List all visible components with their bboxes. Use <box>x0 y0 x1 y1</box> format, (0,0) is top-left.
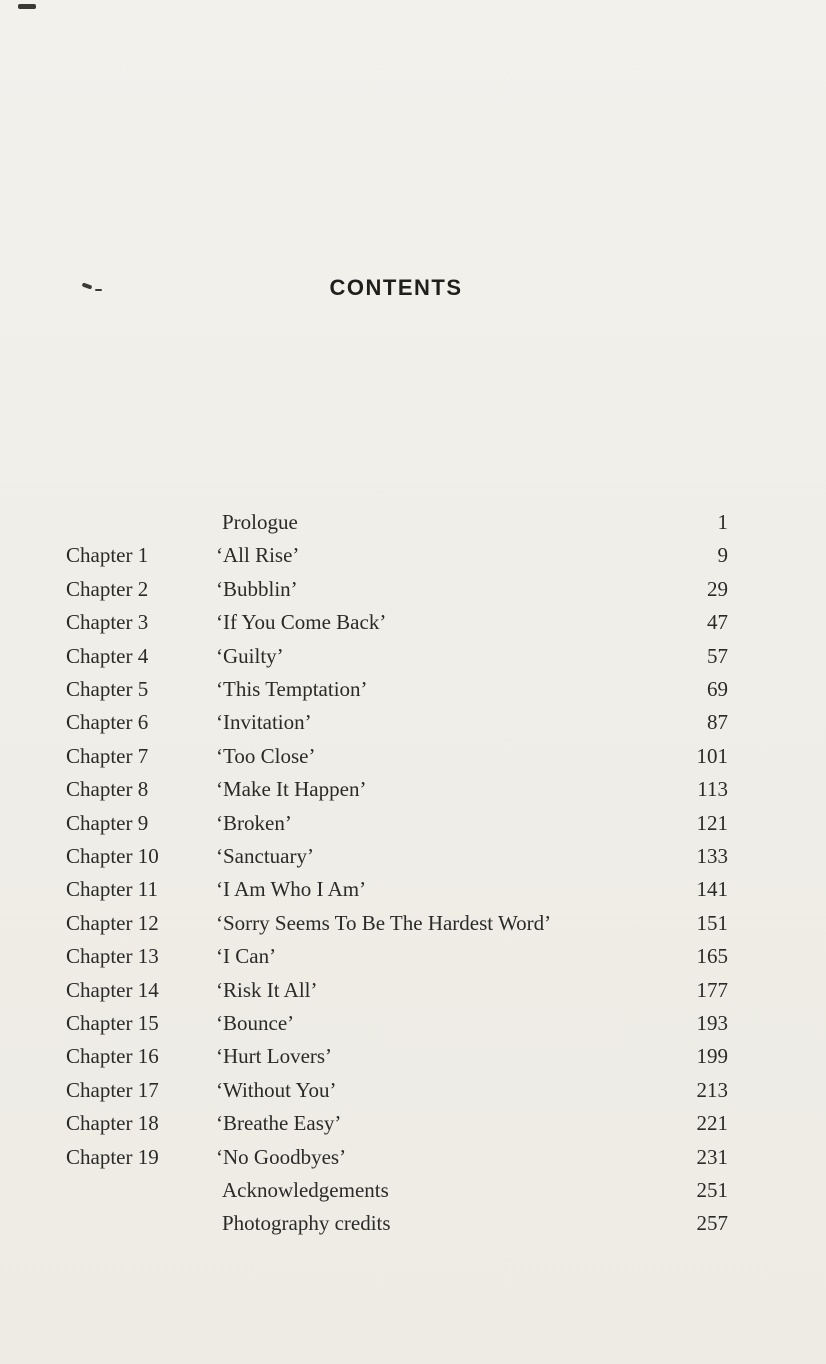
chapter-number: Chapter 3 <box>66 610 149 635</box>
page-number: 199 <box>696 1044 728 1069</box>
toc-entry <box>0 873 826 906</box>
chapter-title: ‘Guilty’ <box>216 643 284 668</box>
chapter-number: Chapter 8 <box>66 777 149 802</box>
chapter-title: ‘Sanctuary’ <box>216 844 314 868</box>
page-number: 251 <box>696 1178 728 1202</box>
toc-entry <box>0 840 826 873</box>
toc-entry <box>0 940 826 973</box>
chapter-title: Acknowledgements <box>222 1178 389 1202</box>
page-number: 87 <box>707 710 728 735</box>
chapter-title: ‘Make It Happen’ <box>216 777 367 802</box>
toc-entry <box>0 506 826 539</box>
page-number: 69 <box>707 677 728 701</box>
chapter-title: ‘Invitation’ <box>216 710 312 735</box>
chapter-number: Chapter 7 <box>66 743 149 768</box>
page-number: 1 <box>717 510 728 534</box>
page-number: 9 <box>717 543 728 568</box>
chapter-title: ‘Hurt Lovers’ <box>216 1044 333 1069</box>
chapter-title: ‘Broken’ <box>216 810 292 835</box>
chapter-number: Chapter 6 <box>66 710 149 735</box>
chapter-number: Chapter 5 <box>66 677 149 701</box>
page-number: 101 <box>696 743 728 768</box>
page-number: 57 <box>707 643 728 668</box>
chapter-title: ‘All Rise’ <box>216 543 300 568</box>
toc-entry <box>0 539 826 572</box>
toc-entry <box>0 1040 826 1073</box>
page-number: 151 <box>696 910 728 935</box>
chapter-title: ‘Bubblin’ <box>216 576 298 601</box>
toc-entry <box>0 1007 826 1040</box>
chapter-title: ‘Breathe Easy’ <box>216 1111 342 1136</box>
chapter-number: Chapter 13 <box>66 944 159 969</box>
page-number: 29 <box>707 576 728 601</box>
page-number: 257 <box>696 1211 728 1236</box>
chapter-number: Chapter 15 <box>66 1011 159 1035</box>
toc-entry <box>0 1074 826 1107</box>
chapter-number: Chapter 9 <box>66 810 149 835</box>
page-number: 193 <box>696 1011 728 1035</box>
page-number: 213 <box>696 1077 728 1102</box>
chapter-number: Chapter 1 <box>66 543 149 568</box>
chapter-number: Chapter 19 <box>66 1144 159 1169</box>
toc-entry <box>0 740 826 773</box>
ink-speck <box>18 4 36 9</box>
toc-entry <box>0 573 826 606</box>
chapter-title: ‘Sorry Seems To Be The Hardest Word’ <box>216 910 552 935</box>
chapter-number: Chapter 16 <box>66 1044 159 1069</box>
chapter-number: Chapter 10 <box>66 844 159 868</box>
chapter-number: Chapter 2 <box>66 576 149 601</box>
chapter-title: ‘Bounce’ <box>216 1011 295 1035</box>
toc-entry <box>0 773 826 806</box>
chapter-number: Chapter 4 <box>66 643 149 668</box>
chapter-title: ‘If You Come Back’ <box>216 610 387 635</box>
chapter-title: Photography credits <box>222 1211 391 1236</box>
page-number: 133 <box>696 844 728 868</box>
chapter-number: Chapter 11 <box>66 877 158 902</box>
toc-entry <box>0 974 826 1007</box>
chapter-number: Chapter 14 <box>66 977 159 1002</box>
page-title: CONTENTS <box>329 275 463 300</box>
chapter-title: ‘I Am Who I Am’ <box>216 877 367 902</box>
page-number: 113 <box>697 777 728 802</box>
chapter-title: ‘Too Close’ <box>216 743 316 768</box>
chapter-number: Chapter 17 <box>66 1077 159 1102</box>
chapter-title: ‘No Goodbyes’ <box>216 1144 347 1169</box>
toc-entry <box>0 807 826 840</box>
toc-entry <box>0 706 826 739</box>
chapter-number: Chapter 12 <box>66 910 159 935</box>
page-number: 165 <box>696 944 728 969</box>
chapter-title: ‘Without You’ <box>216 1077 337 1102</box>
toc-entry <box>0 1174 826 1207</box>
toc-entry <box>0 1207 826 1240</box>
toc-entry <box>0 640 826 673</box>
toc-entry <box>0 1141 826 1174</box>
toc-entry <box>0 1107 826 1140</box>
page-number: 177 <box>696 977 728 1002</box>
chapter-title: Prologue <box>222 510 298 534</box>
toc-entry <box>0 673 826 706</box>
page-number: 231 <box>696 1144 728 1169</box>
chapter-number: Chapter 18 <box>66 1111 159 1136</box>
page-number: 121 <box>696 810 728 835</box>
page-number: 221 <box>696 1111 728 1136</box>
page-number: 141 <box>696 877 728 902</box>
page-number: 47 <box>707 610 728 635</box>
chapter-title: ‘Risk It All’ <box>216 977 318 1002</box>
chapter-title: ‘This Temptation’ <box>216 677 368 701</box>
toc-entry <box>0 907 826 940</box>
toc-entry <box>0 606 826 639</box>
chapter-title: ‘I Can’ <box>216 944 277 969</box>
